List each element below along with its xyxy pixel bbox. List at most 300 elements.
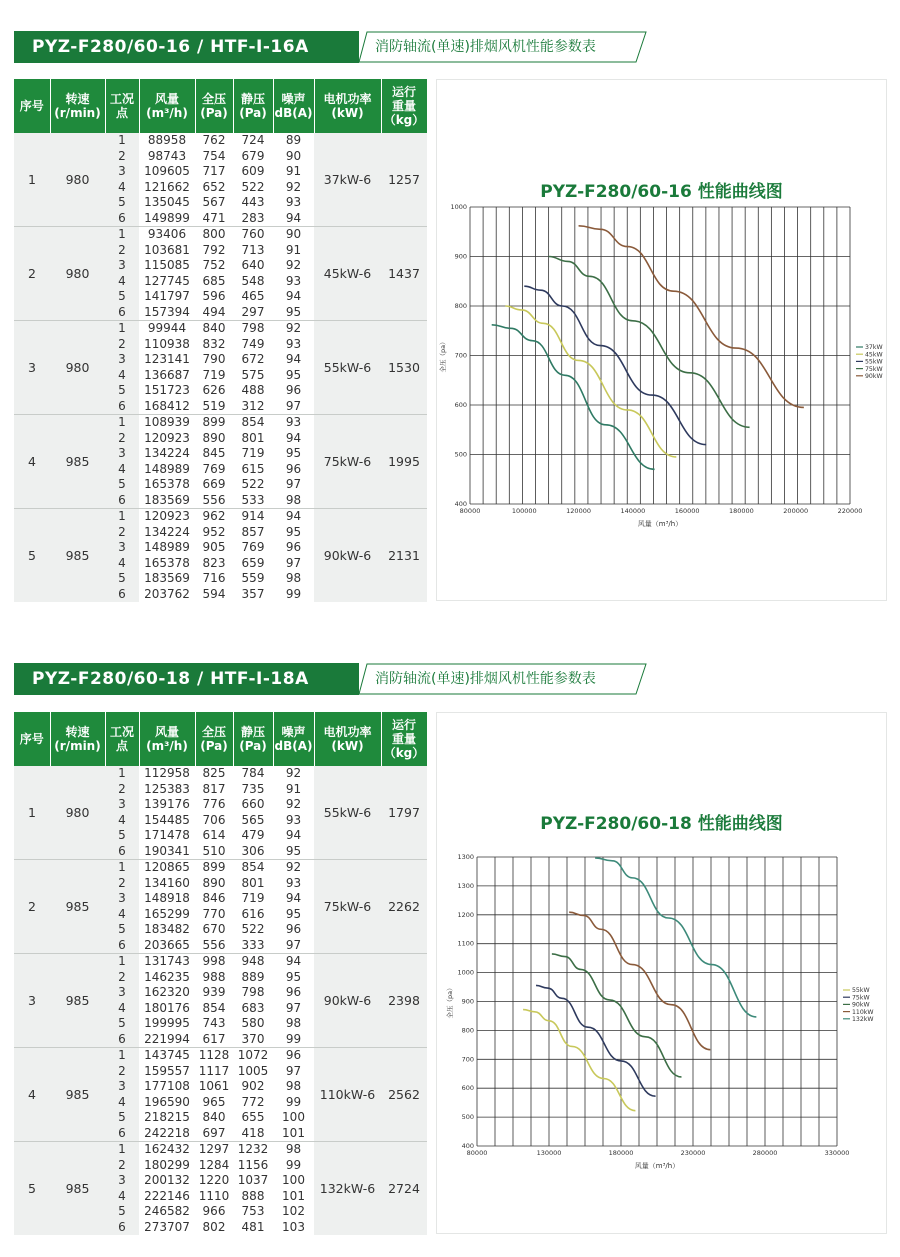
cell-airflow: 180299 <box>144 1157 190 1172</box>
cell-speed: 985 <box>50 954 105 1048</box>
cell-noise: 91 <box>285 242 302 257</box>
cell-airflow: 165378 <box>144 477 190 492</box>
cell-noise: 94 <box>273 509 314 525</box>
y-tick-label: 1300 <box>457 853 474 861</box>
cell-total-pressure: 617 <box>202 1031 226 1046</box>
cell-static-pressure: 1037 <box>237 1173 269 1188</box>
cell-static-pressure: 660 <box>241 797 265 812</box>
cell-airflow: 110938 <box>144 336 190 351</box>
cell-static-pressure: 679 <box>241 148 265 163</box>
cell-noise: 97 <box>285 1063 302 1078</box>
cell-total-pressure: 890 <box>202 875 226 890</box>
cell-static-pressure: 479 <box>241 828 265 843</box>
x-tick-label: 220000 <box>837 507 863 515</box>
y-tick-label: 700 <box>461 1055 474 1064</box>
cell-airflow: 190341 <box>144 843 190 858</box>
cell-static-pressure: 760 <box>233 227 273 243</box>
cell-no: 3 <box>14 954 50 1048</box>
cell-noise: 90 <box>285 148 302 163</box>
cell-point: 4 <box>105 462 139 478</box>
legend-label: 55kW <box>852 987 870 995</box>
cell-noise: 101 <box>282 1125 305 1140</box>
cell-noise: 93 <box>285 875 302 890</box>
cell-speed: 985 <box>50 1048 105 1142</box>
cell-speed: 985 <box>50 509 105 603</box>
header-col-point: 工况 点 <box>105 712 139 766</box>
cell-total-pressure: 669 <box>202 477 226 492</box>
cell-static-pressure: 465 <box>241 289 265 304</box>
cell-noise: 92 <box>273 860 314 876</box>
cell-static-pressure: 683 <box>241 1000 265 1015</box>
cell-total-pressure: 556 <box>202 492 226 507</box>
cell-total-pressure: 792 <box>202 242 226 257</box>
cell-static-pressure: 769 <box>241 540 265 555</box>
cell-point: 1 <box>105 860 139 876</box>
cell-point: 5 <box>105 1016 139 1032</box>
cell-point: 1 <box>105 954 139 970</box>
cell-airflow: 218215 <box>144 1110 190 1125</box>
cell-motor-power: 90kW-6 <box>314 509 381 603</box>
cell-airflow: 183569 <box>144 492 190 507</box>
cell-static-pressure: 481 <box>241 1219 265 1234</box>
header-col-weight: 运行 重量 （kg） <box>381 79 427 133</box>
cell-point: 6 <box>105 1126 139 1142</box>
cell-noise: 94 <box>285 828 302 843</box>
cell-static-pressure: 857 <box>241 524 265 539</box>
table-row <box>14 415 427 431</box>
cell-noise: 97 <box>285 398 302 413</box>
cell-total-pressure: 471 <box>202 210 226 225</box>
cell-weight: 1530 <box>381 321 427 415</box>
cell-airflow: 148989 <box>144 540 190 555</box>
cell-weight: 2562 <box>381 1048 427 1142</box>
cell-static-pressure: 724 <box>241 133 265 148</box>
cell-total-pressure: 510 <box>202 843 226 858</box>
cell-airflow: 139176 <box>144 797 190 812</box>
cell-motor-power: 90kW-6 <box>314 954 381 1048</box>
header-col-weight: 运行 重量 （kg） <box>381 712 427 766</box>
cell-point: 1 <box>105 766 139 782</box>
cell-static-pressure: 772 <box>241 1094 265 1109</box>
cell-point: 3 <box>105 258 139 274</box>
cell-airflow: 148918 <box>144 891 190 906</box>
cell-airflow: 222146 <box>144 1188 190 1203</box>
cell-point: 2 <box>105 525 139 541</box>
cell-no: 2 <box>14 860 50 954</box>
cell-total-pressure: 719 <box>202 367 226 382</box>
cell-airflow: 103681 <box>144 242 190 257</box>
cell-airflow: 168412 <box>144 398 190 413</box>
cell-point: 5 <box>105 383 139 399</box>
cell-noise: 98 <box>285 492 302 507</box>
performance-table <box>14 79 428 602</box>
cell-point: 3 <box>105 164 139 180</box>
cell-total-pressure: 939 <box>202 985 226 1000</box>
cell-noise: 92 <box>285 766 302 781</box>
header-col-noise: 噪声 dB(A) <box>273 712 314 766</box>
cell-total-pressure: 1061 <box>198 1079 230 1094</box>
header-col-noise: 噪声 dB(A) <box>273 79 314 133</box>
cell-no: 5 <box>14 1142 50 1236</box>
cell-point: 4 <box>105 368 139 384</box>
series-line-90kw <box>579 226 804 408</box>
cell-airflow: 98743 <box>147 148 187 163</box>
cell-no: 4 <box>14 415 50 509</box>
cell-airflow: 162432 <box>139 1142 195 1158</box>
cell-no: 4 <box>14 1048 50 1142</box>
cell-airflow: 109605 <box>144 164 190 179</box>
cell-airflow: 183482 <box>144 922 190 937</box>
cell-point: 1 <box>105 415 139 431</box>
banner-subtitle: 消防轴流(单速)排烟风机性能参数表 <box>375 39 596 55</box>
cell-static-pressure: 357 <box>241 586 265 601</box>
cell-motor-power: 132kW-6 <box>314 1142 381 1236</box>
cell-speed: 980 <box>50 321 105 415</box>
cell-motor-power: 55kW-6 <box>314 321 381 415</box>
cell-point: 6 <box>105 211 139 227</box>
cell-noise: 96 <box>285 540 302 555</box>
cell-noise: 94 <box>285 891 302 906</box>
cell-total-pressure: 832 <box>202 336 226 351</box>
cell-point: 4 <box>105 180 139 196</box>
cell-static-pressure: 749 <box>241 336 265 351</box>
cell-point: 6 <box>105 1220 139 1236</box>
cell-weight: 2398 <box>381 954 427 1048</box>
x-tick-label: 80000 <box>459 507 481 515</box>
table-row <box>14 860 427 876</box>
cell-point: 1 <box>105 133 139 149</box>
y-tick-label: 600 <box>454 401 467 409</box>
cell-noise: 95 <box>285 367 302 382</box>
cell-noise: 100 <box>282 1110 305 1125</box>
cell-no: 2 <box>14 227 50 321</box>
banner-model-title: PYZ-F280/60-16 / HTF-I-16A <box>14 31 359 63</box>
cell-static-pressure: 297 <box>241 304 265 319</box>
cell-airflow: 99944 <box>139 321 195 337</box>
cell-point: 3 <box>105 1079 139 1095</box>
cell-point: 6 <box>105 399 139 415</box>
cell-airflow: 157394 <box>144 304 190 319</box>
cell-point: 3 <box>105 540 139 556</box>
cell-total-pressure: 962 <box>195 509 233 525</box>
table-row <box>14 509 427 525</box>
cell-static-pressure: 615 <box>241 461 265 476</box>
legend-label: 37kW <box>865 344 883 352</box>
cell-no: 1 <box>14 766 50 860</box>
cell-noise: 98 <box>285 571 302 586</box>
y-tick-label: 1100 <box>457 939 474 948</box>
header-col-speed: 转速 (r/min) <box>50 79 105 133</box>
cell-noise: 97 <box>285 1000 302 1015</box>
cell-noise: 96 <box>285 922 302 937</box>
cell-point: 2 <box>105 431 139 447</box>
cell-static-pressure: 801 <box>241 875 265 890</box>
cell-noise: 97 <box>285 937 302 952</box>
cell-static-pressure: 1005 <box>237 1063 269 1078</box>
cell-noise: 94 <box>285 210 302 225</box>
cell-point: 2 <box>105 970 139 986</box>
cell-noise: 95 <box>285 843 302 858</box>
cell-airflow: 159557 <box>144 1063 190 1078</box>
cell-airflow: 108939 <box>139 415 195 431</box>
cell-total-pressure: 988 <box>202 969 226 984</box>
cell-static-pressure: 854 <box>233 415 273 431</box>
cell-airflow: 151723 <box>144 383 190 398</box>
cell-airflow: 200132 <box>144 1173 190 1188</box>
x-tick-label: 180000 <box>729 507 754 515</box>
table-row <box>14 133 427 149</box>
x-tick-label: 160000 <box>674 507 700 515</box>
performance-chart <box>437 80 888 602</box>
cell-airflow: 149899 <box>144 210 190 225</box>
cell-point: 6 <box>105 587 139 603</box>
cell-airflow: 121662 <box>144 179 190 194</box>
header-col-no: 序号 <box>14 79 50 133</box>
cell-noise: 98 <box>285 1079 302 1094</box>
cell-total-pressure: 1117 <box>198 1063 230 1078</box>
x-tick-label: 330000 <box>824 1149 850 1157</box>
cell-airflow: 148989 <box>144 461 190 476</box>
cell-static-pressure: 418 <box>241 1125 265 1140</box>
table-row <box>14 321 427 337</box>
cell-motor-power: 75kW-6 <box>314 415 381 509</box>
series-line-45kw <box>505 306 676 457</box>
cell-point: 5 <box>105 1110 139 1126</box>
y-tick-label: 800 <box>461 1026 474 1035</box>
header-col-airflow: 风量 (m³/h) <box>139 712 195 766</box>
y-tick-label: 900 <box>461 997 474 1006</box>
y-tick-label: 700 <box>454 351 467 360</box>
cell-point: 3 <box>105 891 139 907</box>
cell-point: 4 <box>105 274 139 290</box>
cell-static-pressure: 306 <box>241 843 265 858</box>
cell-total-pressure: 823 <box>202 555 226 570</box>
cell-total-pressure: 899 <box>195 415 233 431</box>
cell-noise: 92 <box>285 258 302 273</box>
banner-subtitle-box <box>359 663 649 695</box>
legend-label: 75kW <box>852 994 870 1002</box>
header-col-static-pressure: 静压 (Pa) <box>233 79 273 133</box>
cell-weight: 2262 <box>381 860 427 954</box>
cell-total-pressure: 716 <box>202 571 226 586</box>
y-axis-label: 全压（pa） <box>446 984 454 1019</box>
cell-airflow: 141797 <box>144 289 190 304</box>
cell-point: 2 <box>105 243 139 259</box>
cell-noise: 94 <box>285 430 302 445</box>
cell-total-pressure: 965 <box>202 1094 226 1109</box>
y-tick-label: 500 <box>454 450 467 459</box>
header-col-total-pressure: 全压 (Pa) <box>195 79 233 133</box>
cell-noise: 95 <box>285 524 302 539</box>
cell-total-pressure: 840 <box>202 1110 226 1125</box>
cell-total-pressure: 706 <box>202 812 226 827</box>
legend-label: 110kW <box>852 1008 874 1016</box>
cell-point: 6 <box>105 938 139 954</box>
cell-airflow: 177108 <box>144 1079 190 1094</box>
cell-noise: 96 <box>285 383 302 398</box>
table-row <box>14 1048 427 1064</box>
cell-total-pressure: 817 <box>202 781 226 796</box>
cell-motor-power: 37kW-6 <box>314 133 381 227</box>
cell-point: 1 <box>105 1048 139 1064</box>
cell-total-pressure: 770 <box>202 906 226 921</box>
cell-total-pressure: 790 <box>202 352 226 367</box>
cell-point: 4 <box>105 1001 139 1017</box>
y-axis-label: 全压（pa） <box>439 338 447 373</box>
cell-total-pressure: 754 <box>202 148 226 163</box>
cell-total-pressure: 652 <box>202 179 226 194</box>
cell-static-pressure: 948 <box>233 954 273 970</box>
chart-title: PYZ-F280/60-18 性能曲线图 <box>540 814 783 834</box>
cell-total-pressure: 1128 <box>195 1048 233 1064</box>
cell-static-pressure: 914 <box>233 509 273 525</box>
series-line-37kw <box>492 325 655 470</box>
performance-table <box>14 712 428 1235</box>
y-tick-label: 900 <box>454 252 467 261</box>
cell-airflow: 246582 <box>144 1204 190 1219</box>
cell-no: 5 <box>14 509 50 603</box>
y-tick-label: 1300 <box>457 881 474 890</box>
series-line-75kw <box>536 985 656 1096</box>
legend-label: 75kW <box>865 365 883 373</box>
cell-noise: 97 <box>285 555 302 570</box>
cell-noise: 92 <box>285 179 302 194</box>
cell-total-pressure: 567 <box>202 195 226 210</box>
cell-airflow: 120865 <box>139 860 195 876</box>
cell-noise: 99 <box>285 1031 302 1046</box>
cell-airflow: 115085 <box>144 258 190 273</box>
cell-airflow: 123141 <box>144 352 190 367</box>
cell-point: 4 <box>105 1189 139 1205</box>
cell-noise: 95 <box>285 446 302 461</box>
cell-point: 1 <box>105 1142 139 1158</box>
legend-label: 45kW <box>865 351 883 359</box>
header-col-airflow: 风量 (m³/h) <box>139 79 195 133</box>
cell-motor-power: 45kW-6 <box>314 227 381 321</box>
cell-airflow: 88958 <box>147 133 187 148</box>
cell-total-pressure: 596 <box>202 289 226 304</box>
cell-total-pressure: 670 <box>202 922 226 937</box>
cell-motor-power: 75kW-6 <box>314 860 381 954</box>
cell-total-pressure: 825 <box>202 766 226 781</box>
x-tick-label: 100000 <box>511 507 537 515</box>
cell-point: 5 <box>105 922 139 938</box>
x-tick-label: 200000 <box>783 507 809 515</box>
cell-static-pressure: 1156 <box>237 1157 269 1172</box>
cell-point: 3 <box>105 797 139 813</box>
legend-label: 55kW <box>865 358 883 366</box>
header-col-motor-power: 电机功率 (kW) <box>314 712 381 766</box>
cell-noise: 99 <box>285 1157 302 1172</box>
header-col-total-pressure: 全压 (Pa) <box>195 712 233 766</box>
cell-point: 3 <box>105 985 139 1001</box>
cell-weight: 2131 <box>381 509 427 603</box>
cell-static-pressure: 443 <box>241 195 265 210</box>
cell-airflow: 154485 <box>144 812 190 827</box>
cell-motor-power: 55kW-6 <box>314 766 381 860</box>
cell-noise: 94 <box>273 954 314 970</box>
header-col-speed: 转速 (r/min) <box>50 712 105 766</box>
cell-static-pressure: 784 <box>241 766 265 781</box>
cell-static-pressure: 616 <box>241 906 265 921</box>
series-line-132kw <box>595 858 756 1017</box>
cell-airflow: 131743 <box>139 954 195 970</box>
cell-airflow: 183569 <box>144 571 190 586</box>
cell-speed: 985 <box>50 860 105 954</box>
cell-noise: 101 <box>282 1188 305 1203</box>
x-axis-label: 风量（m³/h） <box>637 520 683 528</box>
cell-noise: 98 <box>285 1016 302 1031</box>
cell-noise: 95 <box>285 304 302 319</box>
y-tick-label: 600 <box>461 1084 474 1093</box>
cell-noise: 99 <box>285 586 302 601</box>
cell-noise: 96 <box>285 461 302 476</box>
cell-point: 4 <box>105 1095 139 1111</box>
cell-speed: 980 <box>50 133 105 227</box>
cell-total-pressure: 717 <box>202 164 226 179</box>
cell-static-pressure: 283 <box>241 210 265 225</box>
cell-static-pressure: 801 <box>241 430 265 445</box>
cell-total-pressure: 614 <box>202 828 226 843</box>
cell-static-pressure: 488 <box>241 383 265 398</box>
cell-airflow: 93406 <box>139 227 195 243</box>
cell-noise: 93 <box>273 415 314 431</box>
cell-static-pressure: 640 <box>241 258 265 273</box>
cell-static-pressure: 533 <box>241 492 265 507</box>
cell-airflow: 203665 <box>144 937 190 952</box>
cell-weight: 1995 <box>381 415 427 509</box>
cell-noise: 97 <box>285 477 302 492</box>
cell-point: 2 <box>105 876 139 892</box>
cell-static-pressure: 888 <box>241 1188 265 1203</box>
cell-speed: 985 <box>50 415 105 509</box>
cell-airflow: 199995 <box>144 1016 190 1031</box>
cell-total-pressure: 626 <box>202 383 226 398</box>
cell-point: 5 <box>105 828 139 844</box>
cell-static-pressure: 522 <box>241 179 265 194</box>
cell-total-pressure: 776 <box>202 797 226 812</box>
cell-weight: 2724 <box>381 1142 427 1236</box>
cell-total-pressure: 899 <box>195 860 233 876</box>
cell-static-pressure: 655 <box>241 1110 265 1125</box>
cell-noise: 93 <box>285 273 302 288</box>
cell-point: 6 <box>105 844 139 860</box>
cell-static-pressure: 713 <box>241 242 265 257</box>
x-tick-label: 180000 <box>608 1149 634 1157</box>
cell-static-pressure: 522 <box>241 922 265 937</box>
cell-no: 1 <box>14 133 50 227</box>
cell-noise: 94 <box>285 289 302 304</box>
cell-point: 1 <box>105 227 139 243</box>
series-line-110kw <box>569 912 710 1049</box>
cell-total-pressure: 519 <box>202 398 226 413</box>
table-row <box>14 227 427 243</box>
cell-speed: 980 <box>50 227 105 321</box>
cell-static-pressure: 370 <box>241 1031 265 1046</box>
cell-point: 2 <box>105 1158 139 1174</box>
cell-total-pressure: 697 <box>202 1125 226 1140</box>
cell-noise: 95 <box>285 906 302 921</box>
chart-title: PYZ-F280/60-16 性能曲线图 <box>540 182 783 202</box>
cell-weight: 1437 <box>381 227 427 321</box>
cell-motor-power: 110kW-6 <box>314 1048 381 1142</box>
cell-static-pressure: 659 <box>241 555 265 570</box>
y-tick-label: 1000 <box>457 968 474 977</box>
y-tick-label: 1000 <box>450 203 467 211</box>
cell-static-pressure: 672 <box>241 352 265 367</box>
cell-noise: 98 <box>273 1142 314 1158</box>
cell-noise: 90 <box>273 227 314 243</box>
